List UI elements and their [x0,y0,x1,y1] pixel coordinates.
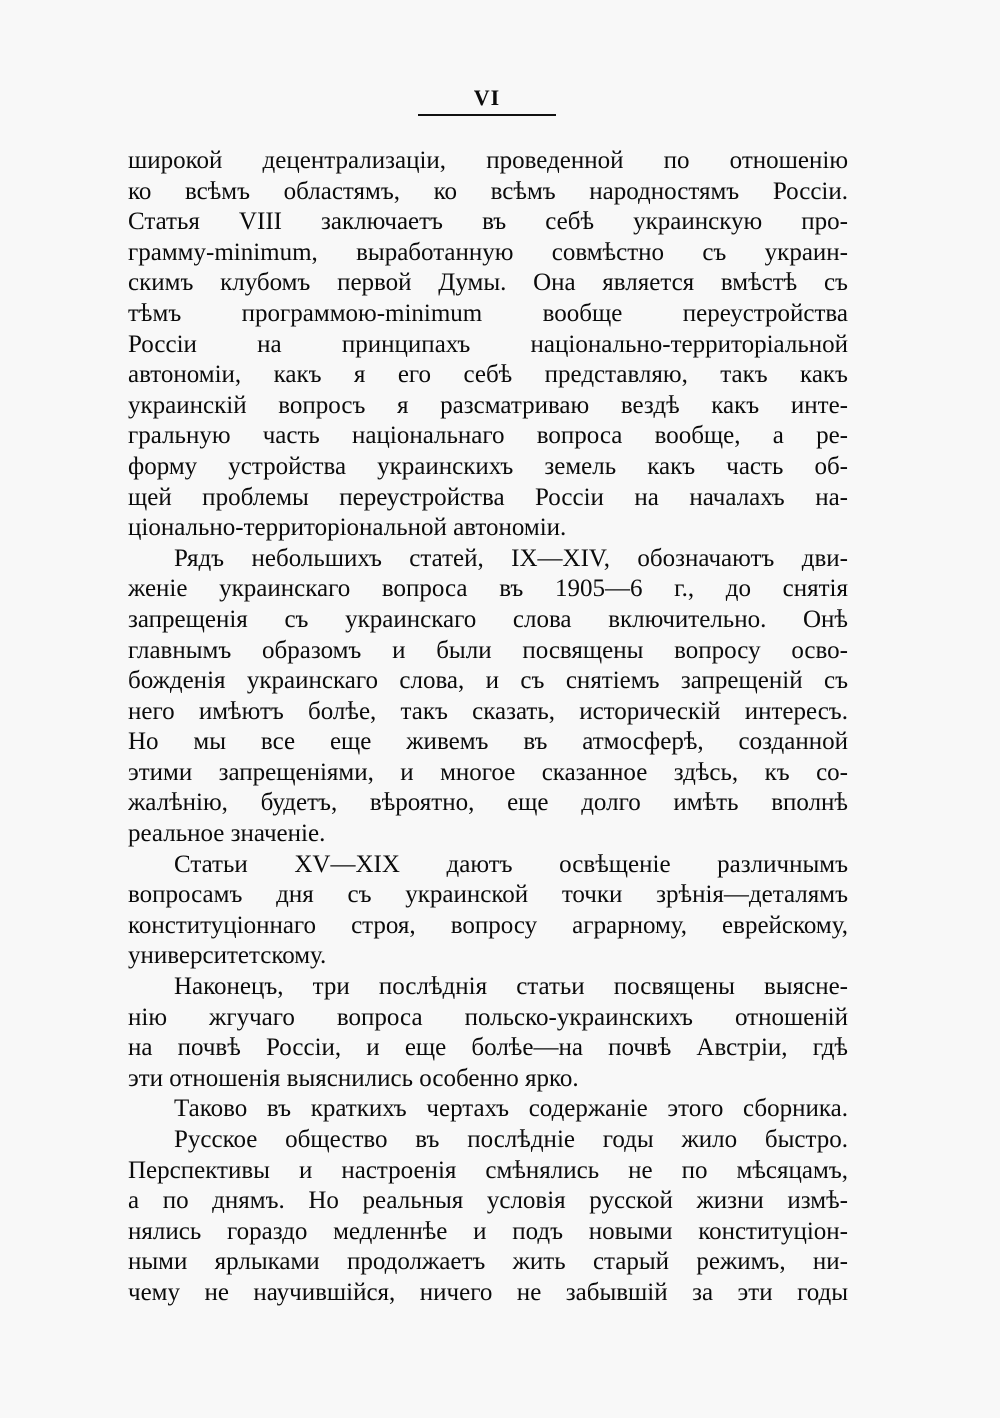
text-line: автономіи, какъ я его себѣ представляю, такъ какъ [128,361,848,389]
text-line: реальное значеніе. [128,820,326,848]
text-line: чему не научившійся, ничего не забывшій за эти годы [128,1278,848,1306]
text-line: главнымъ образомъ и были посвящены вопросу осво- [128,636,848,664]
text-line: Но мы все еще живемъ въ атмосферѣ, созданной [128,728,848,756]
text-line: него имѣютъ болѣе, такъ сказать, историческій интересъ. [128,697,848,725]
text-line: щей проблемы переустройства Россіи на началахъ на- [128,483,848,511]
text-line: ными ярлыками продолжаетъ жить старый режимъ, ни- [128,1248,848,1276]
text-line: форму устройства украинскихъ земель какъ часть об- [128,452,848,480]
header-rule [418,114,556,116]
text-line: ціонально-территоріональной автономіи. [128,514,567,542]
text-line: эти отношенія выяснились особенно ярко. [128,1064,579,1092]
text-line: а по днямъ. Но реальныя условія русской жизни измѣ- [128,1187,848,1215]
paragraph [128,1094,848,1125]
page-number: VI [473,85,501,110]
text-line: Статьи XV—XIX даютъ освѣщеніе различнымъ [174,850,848,878]
body-text [128,146,848,1309]
text-line: на почвѣ Россіи, и еще болѣе—на почвѣ Австріи, гдѣ [128,1034,848,1062]
text-line: тѣмъ программою-minimum вообще переустройства [128,299,848,327]
text-line: грамму-minimum, выработанную совмѣстно съ украин- [128,238,848,266]
page-header [418,86,556,116]
text-line: Россіи на принципахъ національно-территоріальной [128,330,848,358]
text-line: женіе украинскаго вопроса въ 1905—6 г., до снятія [128,575,848,603]
text-line: ко всѣмъ областямъ, ко всѣмъ народностямъ Россіи. [128,177,848,205]
text-line: скимъ клубомъ первой Думы. Она является вмѣстѣ съ [128,269,848,297]
paragraph [128,146,848,544]
text-line: Перспективы и настроенія смѣнялись не по мѣсяцамъ, [128,1156,848,1184]
paragraph [128,850,848,972]
text-line: университетскому. [128,942,327,970]
text-line: божденія украинскаго слова, и съ снятіемъ запрещеній съ [128,667,848,695]
paragraph [128,1125,848,1309]
text-line: запрещенія съ украинскаго слова включительно. Онѣ [128,605,848,633]
text-line: Рядъ небольшихъ статей, IX—XIV, обозначаютъ дви- [174,544,848,572]
text-line: этими запрещеніями, и многое сказанное здѣсь, къ со- [128,758,848,786]
text-line: Таково въ краткихъ чертахъ содержаніе этого сборника. [174,1095,848,1123]
text-line: нялись гораздо медленнѣе и подъ новыми конституціон- [128,1217,848,1245]
text-line: украинскій вопросъ я разсматриваю вездѣ какъ инте- [128,391,848,419]
text-line: Статья VIII заключаетъ въ себѣ украинскую про- [128,208,848,236]
text-line: жалѣнію, будетъ, вѣроятно, еще долго имѣть вполнѣ [128,789,848,817]
paragraph [128,544,848,850]
paragraph [128,972,848,1094]
text-line: широкой децентрализаціи, проведенной по отношенію [128,147,848,174]
text-line: гральную часть національнаго вопроса вообще, а ре- [128,422,848,450]
text-line: конституціоннаго строя, вопросу аграрному, еврейскому, [128,911,848,939]
text-line: Наконецъ, три послѣднія статьи посвящены выясне- [174,973,848,1001]
text-line: нію жгучаго вопроса польско-украинскихъ отношеній [128,1003,848,1031]
text-line: Русское общество въ послѣдніе годы жило быстро. [174,1126,848,1153]
text-line: вопросамъ дня съ украинской точки зрѣнія—деталямъ [128,881,848,909]
